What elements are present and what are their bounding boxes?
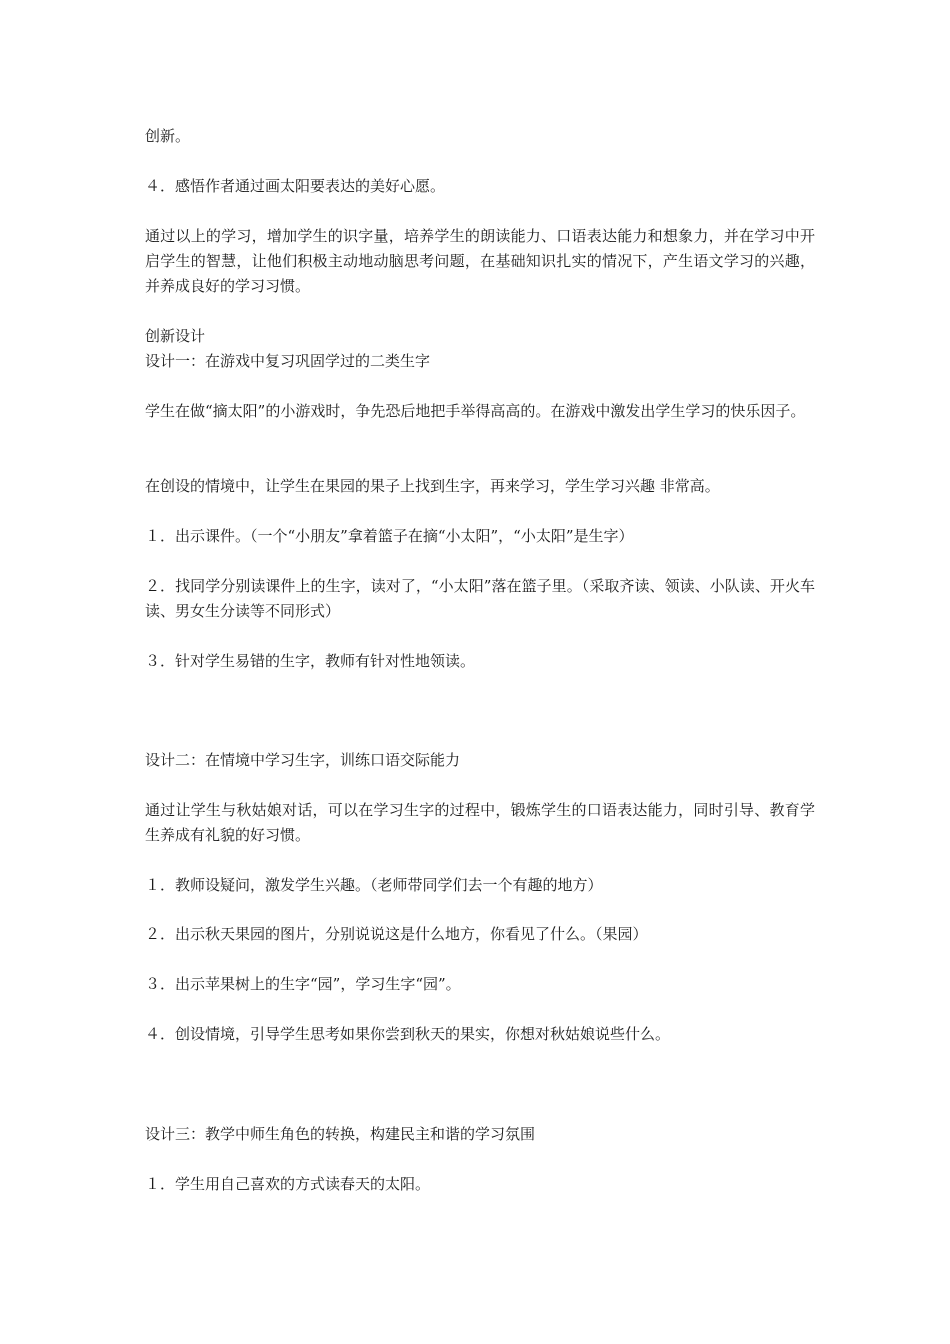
paragraph: 通过让学生与秋姑娘对话，可以在学习生字的过程中，锻炼学生的口语表达能力，同时引导、教育学生养成有礼貌的好习惯。 [145,801,815,844]
list-item: ２．出示秋天果园的图片，分别说说这是什么地方，你看见了什么。（果园） [145,925,648,943]
list-item: ３．针对学生易错的生字，教师有针对性地领读。 [145,652,476,670]
list-item: １．出示课件。（一个“小朋友”拿着篮子在摘“小太阳”，“小太阳”是生字） [145,527,634,545]
list-item: １．教师设疑问，激发学生兴趣。（老师带同学们去一个有趣的地方） [145,876,603,894]
paragraph: 学生在做“摘太阳”的小游戏时，争先恐后地把手举得高高的。在游戏中激发出学生学习的快乐因子。 [145,402,806,420]
paragraph: 在创设的情境中，让学生在果园的果子上找到生字，再来学习，学生学习兴趣 非常高。 [145,477,720,495]
design-one-heading: 设计一：在游戏中复习巩固学过的二类生字 [145,352,431,370]
list-item: １．学生用自己喜欢的方式读春天的太阳。 [145,1175,431,1193]
paragraph-continuation: 创新。 [145,127,191,145]
design-two-heading: 设计二：在情境中学习生字，训练口语交际能力 [145,751,461,769]
list-item: ４．感悟作者通过画太阳要表达的美好心愿。 [145,177,446,195]
list-item: ４．创设情境，引导学生思考如果你尝到秋天的果实，你想对秋姑娘说些什么。 [145,1025,671,1043]
list-item: ３．出示苹果树上的生字“园”，学习生字“园”。 [145,975,461,993]
design-three-heading: 设计三：教学中师生角色的转换，构建民主和谐的学习氛围 [145,1125,536,1143]
list-item: ２．找同学分别读课件上的生字，读对了，“小太阳”落在篮子里。（采取齐读、领读、小队读、开火车读、男女生分读等不同形式） [145,577,815,620]
paragraph-summary: 通过以上的学习，增加学生的识字量，培养学生的朗读能力、口语表达能力和想象力，并在学习中开启学生的智慧，让他们积极主动地动脑思考问题，在基础知识扎实的情况下，产生语文学习的兴趣，并养成良好的学习习惯。 [145,227,815,295]
section-heading: 创新设计 [145,327,206,345]
